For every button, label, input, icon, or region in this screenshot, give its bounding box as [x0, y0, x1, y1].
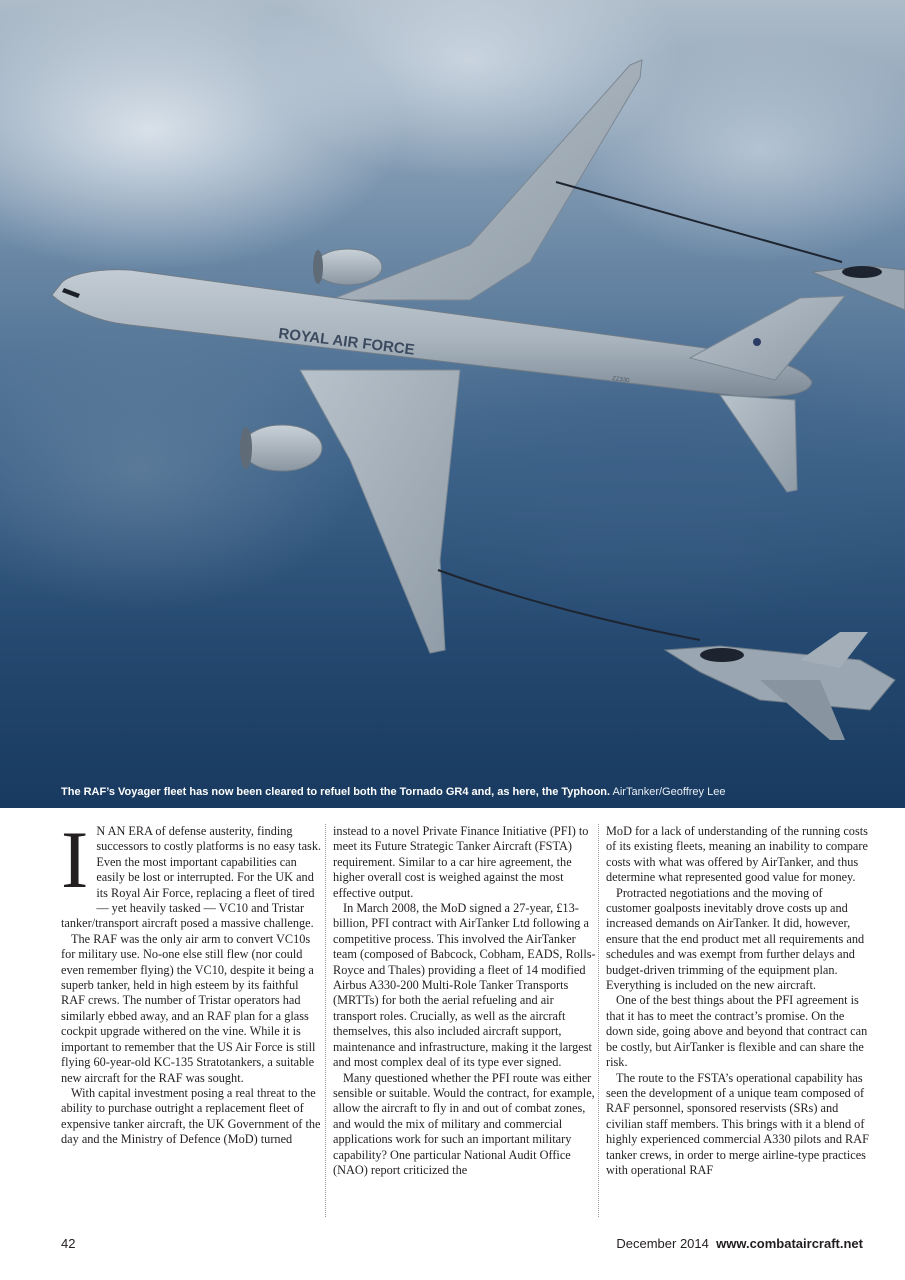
- upper-refuel-hose: [556, 182, 842, 262]
- typhoon-lower: [665, 632, 895, 740]
- paragraph: Protracted negotiations and the moving of customer goalposts inevitably drove costs up and increased demands on AirTanker. It did, however, ensure that the end product met all requirements and schedules and was exempt from further delays and budget-driven trimming of the equipment plan. Everything is included on the new aircraft.: [606, 885, 865, 993]
- article-column-3: [606, 824, 869, 1178]
- photo-credit: AirTanker/Geoffrey Lee: [612, 786, 726, 798]
- footer-right: [616, 1236, 863, 1251]
- lower-engine: [240, 425, 322, 471]
- column-divider: [325, 824, 326, 1217]
- paragraph: The route to the FSTA’s operational capability has seen the development of a unique team composed of RAF personnel, sponsored reservists (SRs) and civilian staff members. This brings with it a blend of highly experienced commercial A330 pilots and RAF tanker crews, in order to merge airline-type practices with operational RAF: [606, 1070, 869, 1177]
- photo-caption: [61, 786, 725, 798]
- upper-engine: [313, 249, 382, 285]
- paragraph: With capital investment posing a real threat to the ability to purchase outright a replacement fleet of expensive tanker aircraft, the UK Government of the day and the Ministry of Defence (MoD) turned: [61, 1085, 321, 1147]
- paragraph: N AN ERA of defense austerity, finding successors to costly platforms is no easy task. Even the most important capabilities can easily be lost or interrupted. For the UK and its Royal Air Force, replacing a fleet of tired — yet heavily tasked — VC10 and Tristar tanker/transport aircraft posed a massive challenge.: [61, 824, 322, 931]
- website-link[interactable]: www.combataircraft.net: [716, 1236, 863, 1251]
- paragraph: MoD for a lack of understanding of the running costs of its existing fleets, meaning an inability to compare costs with what was offered by AirTanker, and thus determine what represented good value for money.: [606, 824, 868, 885]
- lower-wing: [300, 370, 460, 653]
- lower-refuel-hose: [438, 570, 700, 640]
- paragraph: Many questioned whether the PFI route was either sensible or suitable. Would the contract, for example, allow the aircraft to fly in and out of combat zones, and would the mix of military and commercial applications work for such an important military capability? One particular National Audit Office (NAO) report criticized the: [333, 1070, 595, 1177]
- article-column-1: [61, 814, 324, 1148]
- paragraph: The RAF was the only air arm to convert VC10s for military use. No-one else still flew (nor could even remember flying) the VC10, despite it being a superb tanker, held in high esteem by its faithful RAF crews. The number of Tristar operators had similarly ebbed away, and an RAF plan for a glass cockpit upgrade withered on the vine. While it is important to remember that the US Air Force is still flying 60-year-old KC-135 Stratotankers, a suitable new aircraft for the RAF was sought.: [61, 931, 316, 1085]
- issue-date: December 2014: [616, 1236, 709, 1251]
- article-column-2: [333, 824, 596, 1178]
- paragraph: In March 2008, the MoD signed a 27-year, £13-billion, PFI contract with AirTanker Ltd following a competitive process. This involved the AirTanker team (composed of Babcock, Cobham, EADS, Rolls-Royce and Thales) providing a fleet of 14 modified Airbus A330-200 Multi-Role Tanker Transports (MRTTs) for both the aerial refueling and air transport roles. Crucially, as well as the aircraft themselves, this also included aircraft support, maintenance and infrastructure, making it the largest and most complex deal of its type ever signed.: [333, 901, 596, 1070]
- caption-text: The RAF’s Voyager fleet has now been cleared to refuel both the Tornado GR4 and, as here, the Typhoon.: [61, 786, 611, 798]
- aircraft-marking-text: ROYAL AIR FORCE: [277, 325, 416, 359]
- paragraph: instead to a novel Private Finance Initiative (PFI) to meet its Future Strategic Tanker Aircraft (FSTA) requirement. Similar to a car hire agreement, the higher overall cost is weighed against the most effective output.: [333, 824, 589, 900]
- column-divider: [598, 824, 599, 1217]
- paragraph: One of the best things about the PFI agreement is that it has to meet the contract’s promise. On the down side, going above and beyond that contract can be costly, but AirTanker is flexible and can share the risk.: [606, 993, 868, 1070]
- page-number: 42: [61, 1236, 76, 1251]
- drop-cap: I: [61, 814, 89, 905]
- tail-code-text: ZZ330: [611, 376, 630, 385]
